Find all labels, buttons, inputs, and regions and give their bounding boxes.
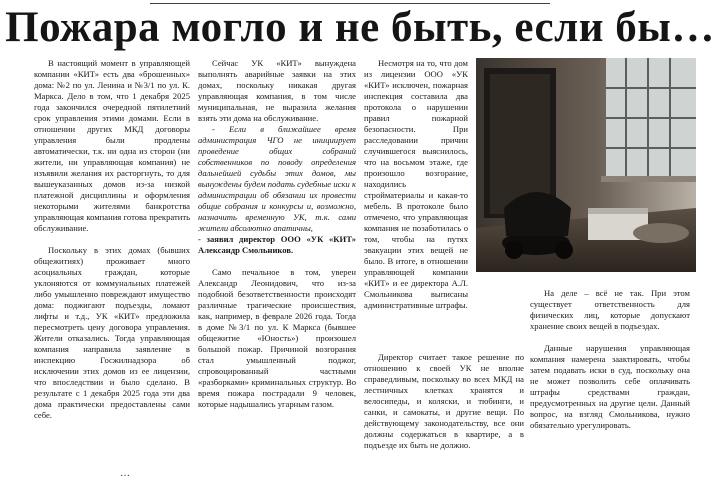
- stairwell-photo: [476, 58, 696, 272]
- paragraph: Несмотря на то, что дом из лицензии ООО «УК «КИТ» исключен, пожарная инспекция составила два протокола о нарушении правил пожарной безопасности. При расследовании причин случившегося выяснилось, что на восьмом этаже, где произошло возгорание, находились стройматериалы и какая-то мебель. В протоколе было отмечено, что управляющая компания не позаботилась о том, чтобы на путях эвакуации этих вещей не было. В итоге, в отношении управляющей компании «КИТ» и ее директора А.Л. Смольникова выписаны административные штрафы.: [364, 58, 468, 310]
- paragraph: Сейчас УК «КИТ» вынуждена выполнять аварийные заявки на этих домах, поскольку никакая другая управляющая компания, в том числе муниципальная, не выразила желания взять эти дома на обслуживание.: [198, 58, 356, 123]
- paragraph: В настоящий момент в управляющей компании «КИТ» есть два «брошенных» дома: №2 по ул. Ленина и №3/1 по ул. К. Маркса. Дело в том, что 1 декабря 2025 года закончился очередной пятилетний срок управления этими домами. Если в отношении других МКД договоры управления были продлены автоматически, т.к. ни одна из сторон (ни жители, ни управляющая компания) не изъявили желания их расторгнуть, то для вышеуказанных домов из-за низкой платежной дисциплины и оформления некоторыми жителями банкротства управляющая компания готова прекратить обслуживание.: [34, 58, 190, 233]
- page-title: Пожара могло и не быть, если бы…: [5, 4, 715, 51]
- quote-attribution: - заявил директор ООО «УК «КИТ» Александр Смольников.: [198, 234, 356, 255]
- article-column-3-cont: [364, 352, 524, 451]
- article-column-1: [34, 58, 190, 421]
- article-column-4: [530, 288, 690, 431]
- article-column-2: [198, 58, 356, 410]
- footer-text: …: [120, 470, 130, 478]
- paragraph: На деле – всё не так. При этом существует ответственность для физических лиц, которые допускают хранение своих вещей в подъездах.: [530, 288, 690, 331]
- paragraph: Данные нарушения управляющая компания намерена заактировать, чтобы затем подавать иски в суд, поскольку она не может позволить себе оплачивать штрафы средствами граждан, предусмотренных на другие цели. Данный вопрос, на взгляд Смольникова, нужно обязательно урегулировать.: [530, 343, 690, 430]
- paragraph: Само печальное в том, уверен Александр Леонидович, что из-за подобной безответственности происходят различные трагические происшествия, как, например, в феврале 2026 года. Тогда в доме №3/1 по ул. К Маркса (бывшее общежитие «Юность») произошел большой пожар. Причиной возгорания стал умышленный поджог, спровоцированный частными «разборками» криминальных структур. Во время пожара пострадали 9 человек, которые надышались угарным газом.: [198, 267, 356, 409]
- paragraph: Поскольку в этих домах (бывших общежитиях) проживает много асоциальных граждан, которые уклоняются от коммунальных платежей либо умышленно повреждают имущество дома: поджигают подъезды, ломают лифты и т.д., УК «КИТ» предложила пересмотреть цену договора управления. Жители отказались. Тогда управляющая компания направила заявление в инспекцию Госжилнадзора об исключении этих домов из ее лицензии, что впоследствии и было сделано. В результате с 1 декабря 2025 года эти два дома практически предоставлены сами себе.: [34, 245, 190, 420]
- article-column-3: [364, 58, 468, 311]
- paragraph: Директор считает такое решение по отношению к своей УК не вполне справедливым, поскольку во всех МКД на лестничных клетках хранятся и велосипеды, и коляски, и тюбинги, и санки, и самокаты, и другие вещи. По действующему законодательству, все они должны содержаться в квартире, а в подъезде их быть не должно.: [364, 352, 524, 450]
- director-quote: - Если в ближайшее время администрация ЧГО не инициирует проведение общих собраний собственников по поводу определения дальнейшей судьбы этих домов, мы вынуждены будем подать судебные иски к администрации об обязании их провести общие собрания и конкурсы и, возможно, назначить временную УК, т.к. сами жители абсолютно апатичны,: [198, 124, 356, 233]
- page-footer-fragment: [0, 470, 720, 478]
